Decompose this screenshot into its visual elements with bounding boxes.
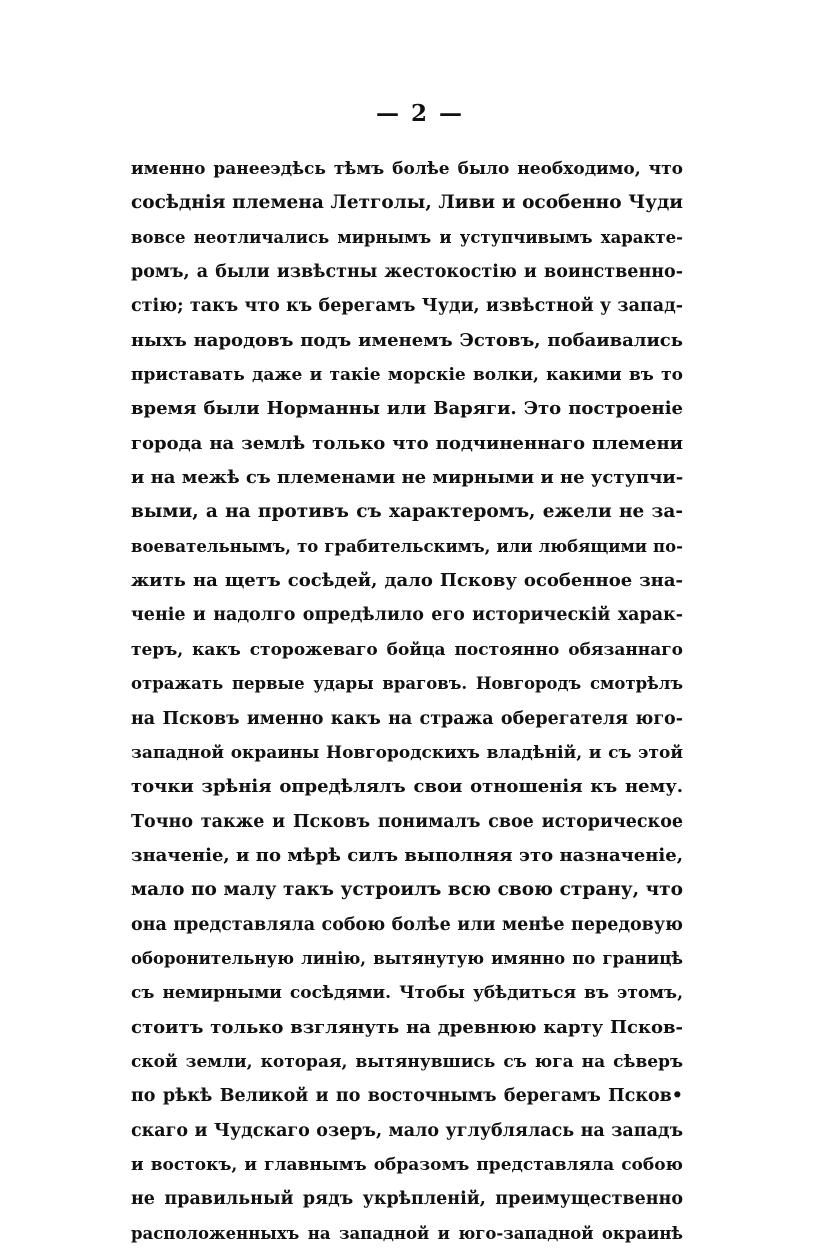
- text-line: расположенныхъ на западной и юго-западной окраинѣ: [131, 1223, 683, 1243]
- text-line: по рѣкѣ Великой и по восточнымъ берегамъ Псков•: [131, 1086, 683, 1107]
- text-line: и на межѣ съ племенами не мирными и не уступчи-: [131, 467, 683, 489]
- text-line: воевательнымъ, то грабительскимъ, или любящими по-: [131, 536, 683, 556]
- text-line: ныхъ народовъ подъ именемъ Эстовъ, побаивались: [131, 329, 683, 351]
- text-line: выми, а на противъ съ характеромъ, ежели не за-: [131, 501, 683, 523]
- body-text: [131, 152, 683, 1251]
- text-line: оборонительную линію, вытянутую имянно по границѣ: [131, 948, 683, 968]
- text-line: западной окраины Новгородскихъ владѣній, и съ этой: [131, 742, 683, 763]
- text-line: точки зрѣнія опредѣлялъ свои отношенія къ нему.: [131, 776, 683, 798]
- page-number: — 2 —: [375, 100, 465, 127]
- text-line: приставать даже и такіе морскіе волки, какими въ то: [131, 365, 683, 386]
- text-line: ромъ, а были извѣстны жестокостію и воинственно-: [131, 262, 683, 283]
- text-line: Точно также и Псковъ понималъ свое историческое: [131, 811, 683, 832]
- text-line: ской земли, которая, вытянувшись съ юга на сѣверъ: [131, 1051, 683, 1072]
- text-line: и востокъ, и главнымъ образомъ представляла собою: [131, 1154, 683, 1175]
- text-line: сосѣднія племена Летголы, Ливи и особенно Чуди: [131, 192, 683, 214]
- text-line: на Псковъ именно какъ на стража оберегателя юго-: [131, 708, 683, 729]
- text-line: стоитъ только взглянуть на древнюю карту Псков-: [131, 1016, 683, 1038]
- text-line: время были Норманны или Варяги. Это построеніе: [131, 398, 683, 420]
- text-line: скаго и Чудскаго озеръ, мало углублялась на западъ: [131, 1120, 683, 1141]
- text-line: стію; такъ что къ берегамъ Чуди, извѣстной у запад-: [131, 296, 683, 317]
- text-line: мало по малу такъ устроилъ всю свою страну, что: [131, 879, 683, 901]
- text-line: ченіе и надолго опредѣлило его историческій харак-: [131, 605, 683, 626]
- text-line: вовсе неотличались мирнымъ и уступчивымъ характе-: [131, 227, 683, 247]
- text-line: значеніе, и по мѣрѣ силъ выполняя это назначеніе,: [131, 844, 683, 866]
- text-line: она представляла собою болѣе или менѣе передовую: [131, 914, 683, 935]
- text-line: отражать первые удары враговъ. Новгородъ смотрѣлъ: [131, 674, 683, 694]
- text-line: съ немирными сосѣдями. Чтобы убѣдиться въ этомъ,: [131, 983, 683, 1004]
- text-line: жить на щетъ сосѣдей, дало Пскову особенное зна-: [131, 570, 683, 592]
- text-line: именно ранееэдѣсь тѣмъ болѣе было необходимо, что: [131, 159, 683, 179]
- text-line: города на землѣ только что подчиненнаго племени: [131, 432, 683, 454]
- text-line: теръ, какъ сторожеваго бойца постоянно обязаннаго: [131, 639, 683, 660]
- text-line: не правильный рядъ укрѣпленій, преимущественно: [131, 1189, 683, 1210]
